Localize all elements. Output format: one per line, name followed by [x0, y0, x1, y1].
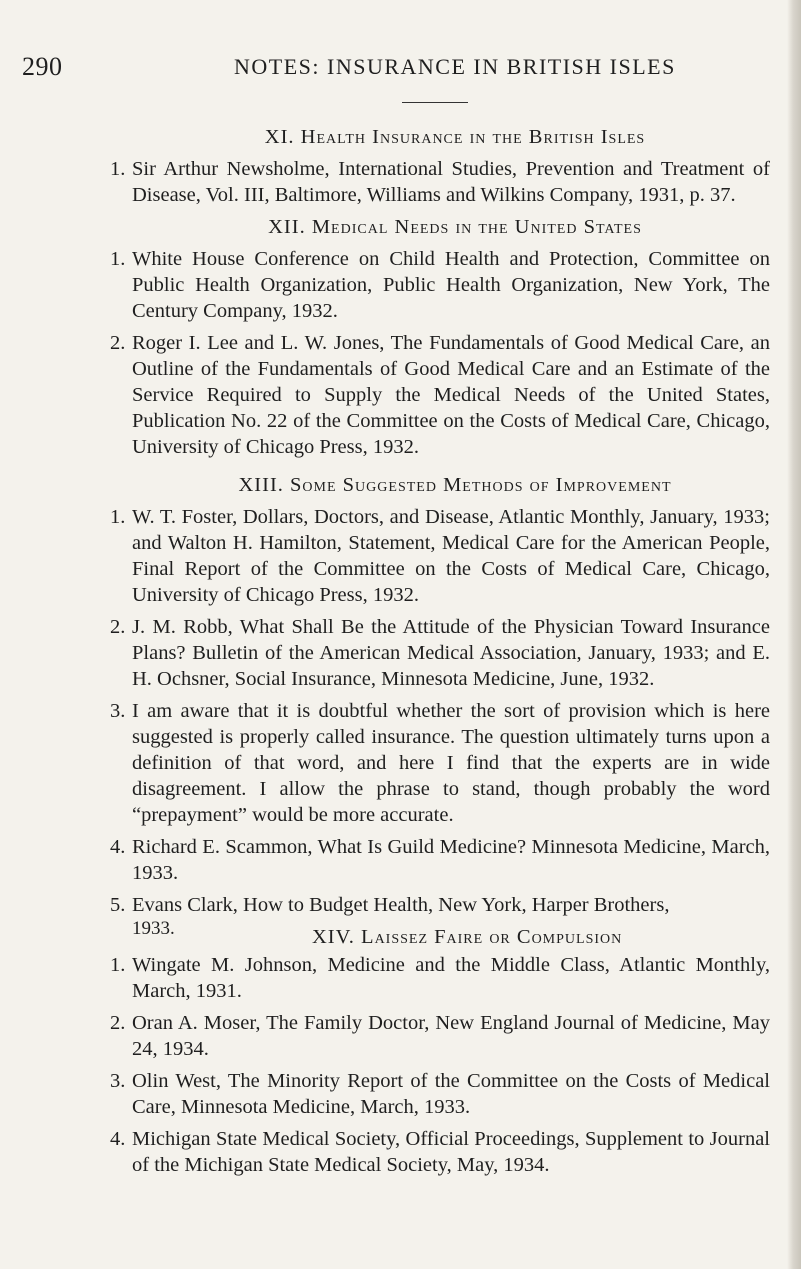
note-number: 1. — [110, 158, 126, 180]
note-number: 5. — [110, 894, 126, 916]
note-number: 3. — [110, 1070, 126, 1092]
running-head: NOTES: INSURANCE IN BRITISH ISLES — [234, 54, 676, 79]
note-number: 3. — [110, 700, 126, 722]
notes-list — [110, 246, 770, 460]
list-item — [110, 1010, 770, 1062]
notes-list — [110, 156, 770, 208]
list-item — [110, 952, 770, 1004]
list-item — [110, 614, 770, 692]
note-number: 4. — [110, 836, 126, 858]
section-title: XII. Medical Needs in the United States — [268, 216, 642, 238]
note-number: 4. — [110, 1128, 126, 1150]
note-text: Oran A. Moser, The Family Doctor, New England Journal of Medicine, May 24, 1934. — [132, 1012, 770, 1060]
note-number: 2. — [110, 332, 126, 354]
continuation-row — [110, 916, 770, 950]
note-text: J. M. Robb, What Shall Be the Attitude of the Physician Toward Insurance Plans? Bulletin of the American Medical Association, January, 1933; and E. H. Ochsner, Social Insurance, Minnesota Medicine, June, 1932. — [132, 616, 770, 690]
section-title: XIV. Laissez Faire or Compulsion — [312, 926, 623, 948]
list-item — [110, 834, 770, 886]
section-title: XI. Health Insurance in the British Isles — [264, 126, 646, 148]
note-text: Sir Arthur Newsholme, International Studies, Prevention and Treatment of Disease, Vol. III, Baltimore, Williams and Wilkins Company, 1931, p. 37. — [132, 158, 770, 206]
note-number: 1. — [110, 248, 126, 270]
note-text: I am aware that it is doubtful whether the sort of provision which is here suggested is properly called insurance. The question ultimately turns upon a definition of that word, and here I find that the experts are in wide disagreement. I allow the phrase to stand, though probably the word “prepayment” would be more accurate. — [132, 700, 770, 826]
section-title: XIII. Some Suggested Methods of Improvement — [238, 474, 672, 496]
list-item — [110, 330, 770, 460]
note-text: Roger I. Lee and L. W. Jones, The Fundamentals of Good Medical Care, an Outline of the Fundamentals of Good Medical Care and an Estimate of the Service Required to Supply the Medical Needs of the United States, Publication No. 22 of the Committee on the Costs of Medical Care, Chicago, University of Chicago Press, 1932. — [132, 332, 770, 458]
list-item — [110, 1068, 770, 1120]
page-number: 290 — [22, 52, 63, 81]
list-item — [110, 892, 770, 918]
divider-rule — [402, 102, 468, 103]
notes-list — [110, 504, 770, 918]
notes-list — [110, 952, 770, 1178]
note-text: Richard E. Scammon, What Is Guild Medicine? Minnesota Medicine, March, 1933. — [132, 836, 770, 884]
note-number: 1. — [110, 954, 126, 976]
note-text: Evans Clark, How to Budget Health, New York, Harper Brothers, — [132, 894, 670, 916]
list-item — [110, 1126, 770, 1178]
note-text: Wingate M. Johnson, Medicine and the Middle Class, Atlantic Monthly, March, 1931. — [132, 954, 770, 1002]
list-item — [110, 504, 770, 608]
notes-body — [110, 124, 770, 1184]
note-number: 2. — [110, 1012, 126, 1034]
list-item — [110, 156, 770, 208]
list-item — [110, 246, 770, 324]
note-text: W. T. Foster, Dollars, Doctors, and Disease, Atlantic Monthly, January, 1933; and Walton H. Hamilton, Statement, Medical Care for the American People, Final Report of the Committee on the Costs of Medical Care, Chicago, University of Chicago Press, 1932. — [132, 506, 770, 606]
note-number: 1. — [110, 506, 126, 528]
note-number: 2. — [110, 616, 126, 638]
page-header — [20, 52, 780, 92]
note-continuation-year: 1933. — [132, 918, 175, 939]
note-text: Michigan State Medical Society, Official Proceedings, Supplement to Journal of the Michigan State Medical Society, May, 1934. — [132, 1128, 770, 1176]
list-item — [110, 698, 770, 828]
note-text: Olin West, The Minority Report of the Committee on the Costs of Medical Care, Minnesota Medicine, March, 1933. — [132, 1070, 770, 1118]
note-text: White House Conference on Child Health and Protection, Committee on Public Health Organization, Public Health Organization, New York, The Century Company, 1932. — [132, 248, 770, 322]
page-edge-shadow — [787, 0, 801, 1269]
